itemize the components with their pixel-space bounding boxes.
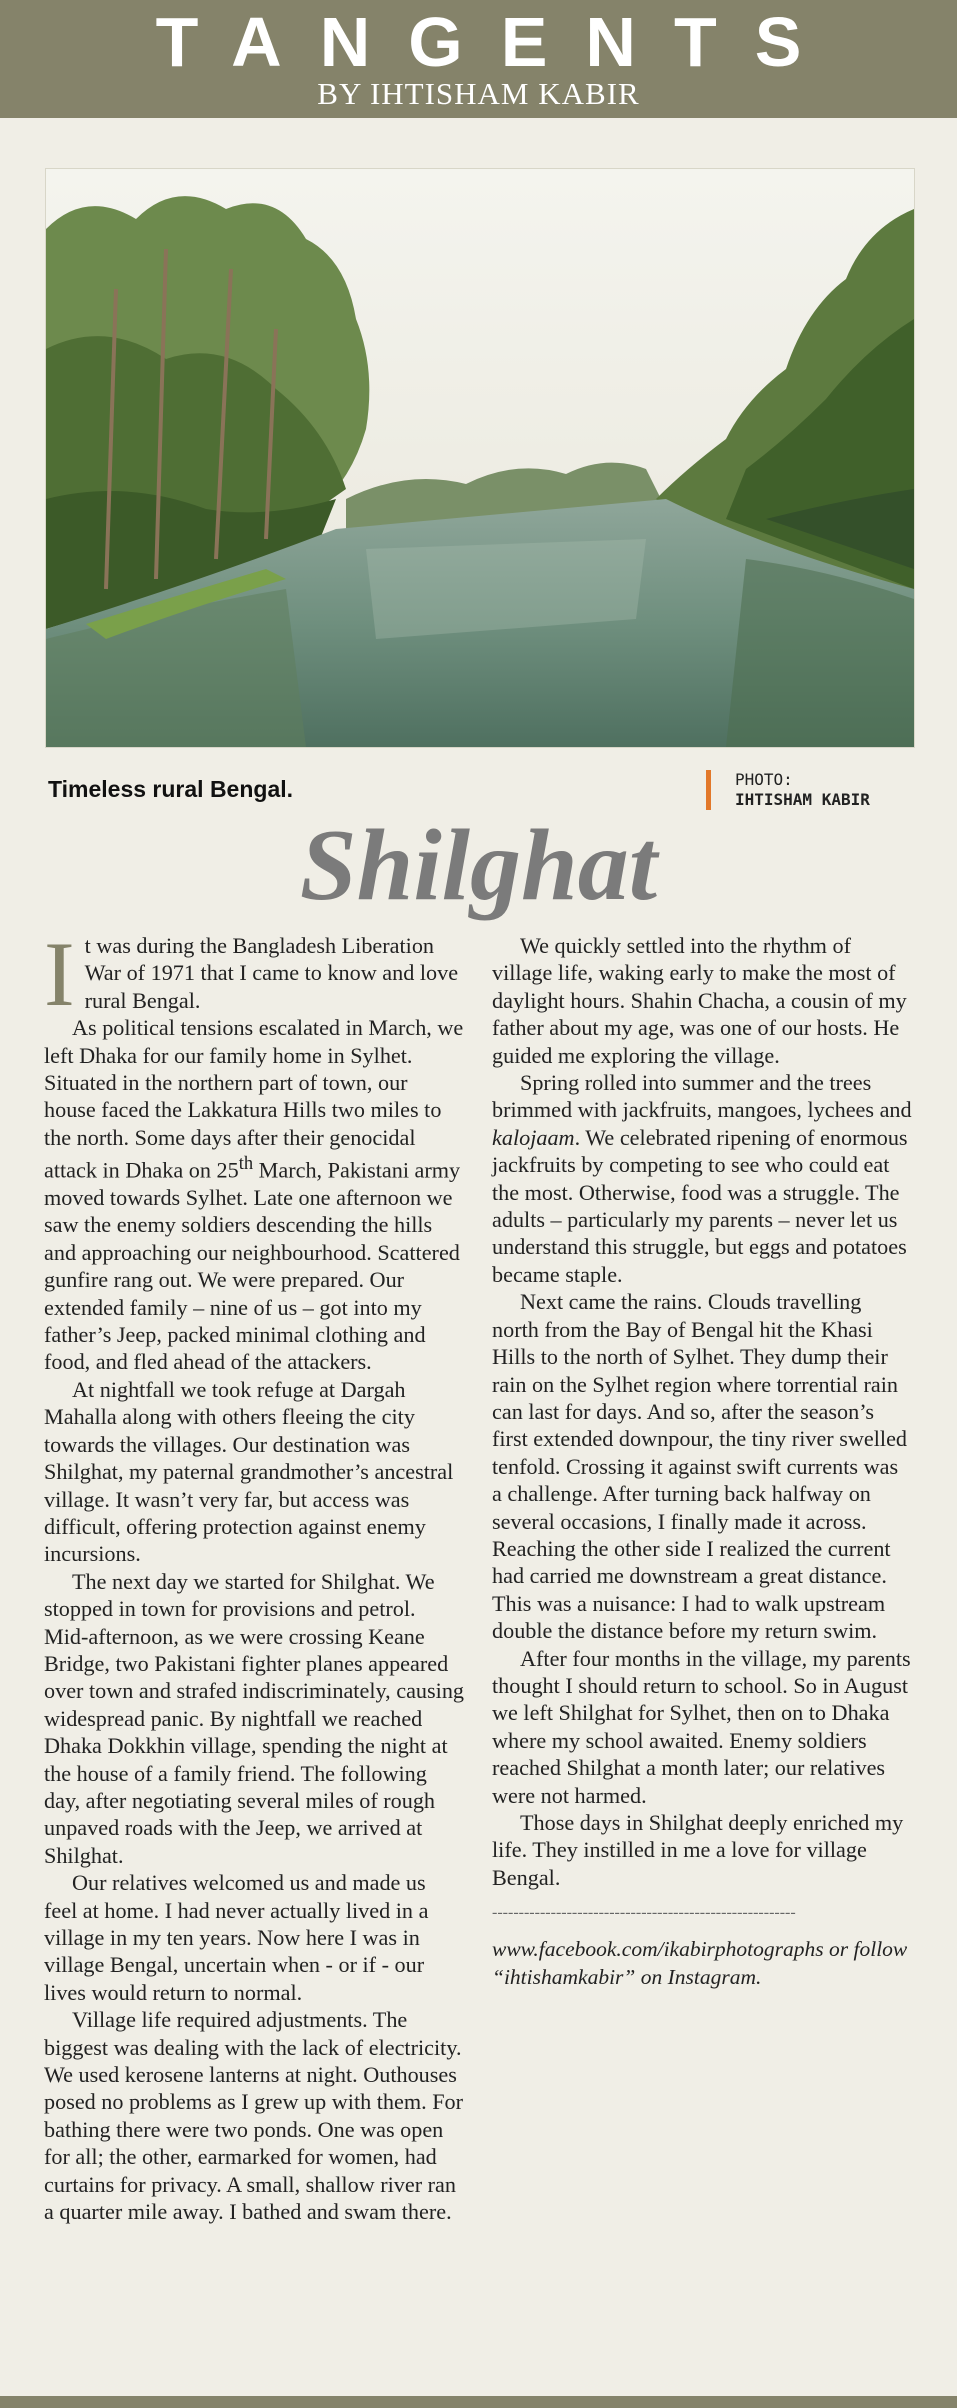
bottom-bar <box>0 2396 957 2408</box>
paragraph-8-italic: kalojaam <box>492 1124 575 1150</box>
paragraph-3: At nightfall we took refuge at Dargah Mahalla along with others fleeing the city towards the villages. Our destination was Shilghat, my paternal grandmother’s ancestral village. It wasn’t very far, but access was difficult, offering protection against enemy incursions. <box>44 1376 454 1567</box>
paragraph-1 <box>44 923 464 1025</box>
drop-cap: I <box>44 923 75 1025</box>
paragraph-2-text-b: March, Pakistani army moved towards Sylhet. Late one afternoon we saw the enemy soldiers descending the hills and approaching our neighbourhood. Scattered gunfire rang out. We were prepared. Our extended family – nine of us – got into my father’s Jeep, packed minimal clothing and food, and fled ahead of the attackers. <box>44 1157 461 1375</box>
paragraph-5: Our relatives welcomed us and made us feel at home. I had never actually lived in a village in my ten years. Now here I was in village Bengal, uncertain when - or if - our lives would return to normal. <box>44 1870 429 2005</box>
paragraph-11: Those days in Shilghat deeply enriched my life. They instilled in me a love for village Bengal. <box>492 1810 904 1890</box>
paragraph-6: Village life required adjustments. The biggest was dealing with the lack of electricity. We used kerosene lanterns at night. Outhouses posed no problems as I grew up with them. For bathing there were two ponds. One was open for all; the other, earmarked for women, had curtains for privacy. A small, shallow river ran a quarter mile away. I bathed and swam there. <box>44 2007 464 2225</box>
photo-credit-name: IHTISHAM KABIR <box>735 790 870 809</box>
photo-caption: Timeless rural Bengal. <box>48 776 294 802</box>
paragraph-10: After four months in the village, my parents thought I should return to school. So in August we left Shilghat for Sylhet, then on to Dhaka where my school awaited. Enemy soldiers reached Shilghat a month later; our relatives were not harmed. <box>492 1645 911 1808</box>
social-links-note[interactable]: www.facebook.com/ikabirphotographs or follow “ihtishamkabir” on Instagram. <box>492 1937 908 1990</box>
paragraph-2-text-a: As political tensions escalated in March, we left Dhaka for our family home in Sylhet. Situated in the northern part of town, our house faced the Lakkatura Hills two miles to the north. Some days after their genocidal attack in Dhaka on 25 <box>44 1015 464 1183</box>
paragraph-2 <box>44 1014 464 1376</box>
article-headline: Shilghat <box>299 809 658 922</box>
paragraph-9: Next came the rains. Clouds travelling north from the Bay of Bengal hit the Khasi Hills to the north of Sylhet. They dump their rain on the Sylhet region where torrential rain can last for days. And so, after the season’s first extended downpour, the tiny river swelled tenfold. Crossing it against swift currents was a challenge. After turning back halfway on several occasions, I finally made it across. Reaching the other side I realized the current had carried me downstream a great distance. This was a nuisance: I had to walk upstream double the distance before my return swim. <box>492 1289 908 1644</box>
river-landscape-illustration <box>46 169 914 747</box>
article-column-right <box>492 932 912 1991</box>
masthead <box>0 0 957 118</box>
paragraph-4: The next day we started for Shilghat. We stopped in town for provisions and petrol. Mid-afternoon, as we were crossing Keane Bridge, two Pakistani fighter planes appeared over town and strafed indiscriminately, causing widespread panic. By nightfall we reached Dhaka Dokkhin village, spending the night at the house of a family friend. The following day, after negotiating several miles of rough unpaved roads with the Jeep, we arrived at Shilghat. <box>44 1568 465 1868</box>
paragraph-1-text: t was during the Bangladesh Liberation War of 1971 that I came to know and love rural Bengal. <box>84 933 459 1013</box>
paragraph-7: We quickly settled into the rhythm of village life, waking early to make the most of daylight hours. Shahin Chacha, a cousin of my father about my age, was one of our hosts. He guided me exploring the village. <box>492 933 907 1068</box>
ordinal-suffix: th <box>238 1154 254 1175</box>
footer-divider: --------------------------------------------------------- <box>492 1904 796 1922</box>
article-column-left <box>44 923 465 2225</box>
masthead-byline: BY IHTISHAM KABIR <box>317 76 640 111</box>
photo-credit-label: PHOTO: <box>735 770 793 789</box>
paragraph-8 <box>492 1069 912 1288</box>
river-photo <box>45 168 915 748</box>
paragraph-8-text-b: . We celebrated ripening of enormous jackfruits by competing to see who could eat the most. Otherwise, food was a struggle. The adults – particularly my parents – never let us understand this struggle, but eggs and potatoes became staple. <box>492 1124 908 1287</box>
paragraph-8-text-a: Spring rolled into summer and the trees brimmed with jackfruits, mangoes, lychees and <box>492 1070 912 1123</box>
photo-credit <box>706 770 870 810</box>
masthead-title: TANGENTS <box>155 3 840 81</box>
